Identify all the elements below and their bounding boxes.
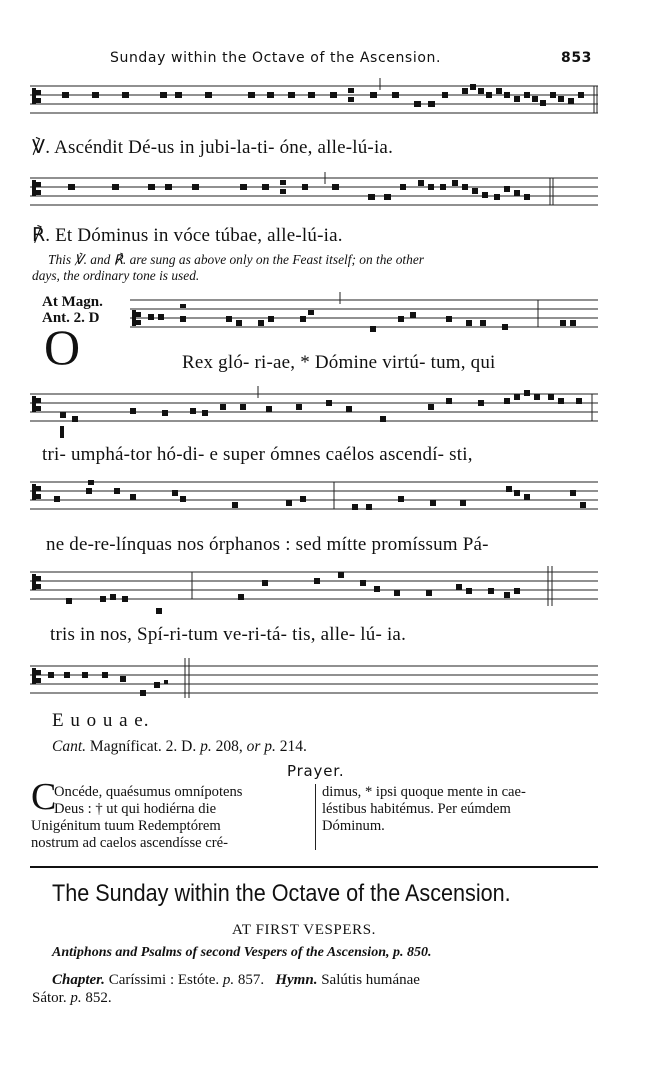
antiphon-initial: O (44, 319, 81, 375)
chapter-hymn-line (52, 972, 420, 989)
hymn-p: p. (70, 990, 82, 1006)
prayer-drop-initial: C (31, 776, 57, 818)
chant-staff-response (30, 172, 600, 222)
canticle-page-2: 214. (279, 738, 307, 755)
chant-staff-antiphon-2 (30, 380, 600, 444)
prayer-left-line-3: Unigénitum tuum Redemptórem (31, 818, 221, 834)
section-title: The Sunday within the Octave of the Ascension. (52, 880, 511, 907)
canticle-page-1: 208, (215, 738, 243, 755)
chapter-page: 857. (237, 972, 265, 988)
prayer-right-line-1: dimus, * ipsi quoque mente in cae- (322, 784, 526, 800)
chapter-text: Caríssimi : Estóte. (108, 972, 220, 988)
chapter-label: Chapter. (52, 972, 105, 988)
hymn-label: Hymn. (275, 972, 318, 988)
hymn-page: 852. (85, 990, 112, 1006)
rubric-line-2: days, the ordinary tone is used. (32, 268, 200, 283)
prayer-left-line-2: Deus : † ut qui hodiérna die (54, 801, 217, 817)
page-number: 853 (561, 50, 593, 66)
running-head: Sunday within the Octave of the Ascension. (110, 50, 442, 66)
response-text: Et Dóminus in vóce túbae, alle-lú-ia. (55, 225, 343, 246)
antiphon-lyric-3: ne de-re-línquas nos órphanos : sed mítte promíssum Pá- (46, 534, 489, 555)
section-subtitle: AT FIRST VESPERS. (232, 922, 377, 938)
canticle-or: or p. (246, 738, 276, 755)
antiphons-reference: Antiphons and Psalms of second Vespers of the Ascension, p. 850. (52, 945, 432, 960)
versicle-symbol: ℣. (32, 137, 51, 158)
prayer-left-line-4: nostrum ad caelos ascendísse cré- (31, 835, 228, 851)
chant-staff-euouae (30, 658, 600, 702)
chant-staff-antiphon-3 (30, 476, 600, 526)
hymn-text: Salútis humánae (321, 972, 420, 988)
antiphon-lyric-1: Rex gló- ri-ae, * Dómine virtú- tum, qui (182, 352, 496, 373)
chapter-p: p. (222, 972, 235, 988)
euouae-text: E u o u a e. (52, 710, 150, 731)
antiphon-label-magn: At Magn. (42, 294, 103, 310)
hymn-continuation (32, 990, 112, 1007)
canticle-reference (52, 738, 307, 756)
canticle-label: Cant. (52, 738, 87, 755)
response-line (32, 224, 343, 247)
prayer-right-line-2: léstibus habitémus. Per eúmdem (322, 801, 511, 817)
canticle-p: p. (200, 738, 212, 755)
response-symbol: ℟. (32, 225, 51, 246)
prayer-left-line-1: Oncéde, quaésumus omnípotens (54, 784, 243, 800)
rubric-line-1: This ℣. and ℟. are sung as above only on the Feast itself; on the other (48, 252, 424, 267)
prayer-heading: Prayer. (287, 762, 345, 780)
section-divider (30, 866, 598, 868)
chant-staff-antiphon-4 (30, 566, 600, 618)
chant-staff-versicle (30, 78, 600, 134)
versicle-text: Ascéndit Dé-us in jubi-la-ti- óne, alle-lú-ia. (54, 137, 394, 158)
chant-staff-antiphon-1 (130, 292, 600, 348)
versicle-line (32, 136, 393, 159)
canticle-text: Magníficat. 2. D. (89, 738, 197, 755)
antiphon-label-mode: Ant. 2. D (42, 310, 100, 326)
column-divider (315, 784, 316, 850)
hymn-cont: Sátor. (32, 990, 67, 1006)
prayer-right-line-3: Dóminum. (322, 818, 385, 834)
antiphon-lyric-4: tris in nos, Spí-ri-tum ve-ri-tá- tis, alle- lú- ia. (50, 624, 407, 645)
antiphon-lyric-2: tri- umphá-tor hó-di- e super ómnes caélos ascendí- sti, (42, 444, 473, 465)
